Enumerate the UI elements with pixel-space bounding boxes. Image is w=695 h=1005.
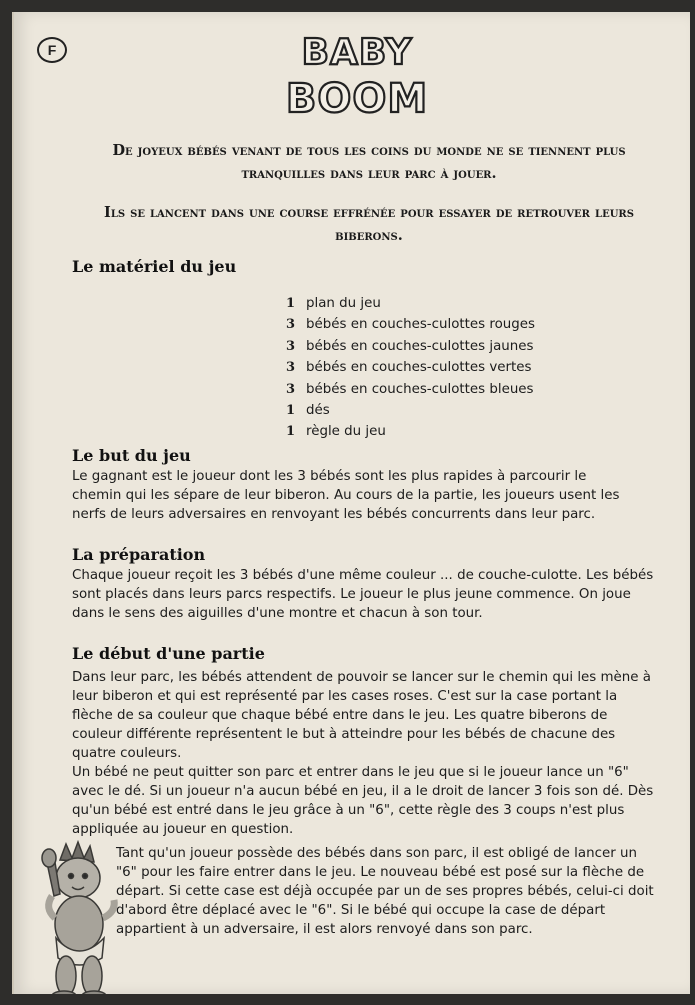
- preparation-text: Chaque joueur reçoit les 3 bébés d'une même couleur ... de couche-culotte. Les bébés sont placés dans leurs parcs respectifs. Le joueur le plus jeune commence. On joue dans le sens des aiguilles d'une montre et chacun à son tour.: [72, 568, 654, 621]
- list-item: [286, 293, 606, 314]
- material-quantity: 1: [286, 424, 296, 440]
- intro-paragraph-1: De joyeux bébés venant de tous les coins du monde ne se tiennent plus tranquilles dans leur parc à jouer.: [112, 142, 626, 182]
- material-quantity: 3: [286, 360, 296, 376]
- material-label: bébés en couches-culottes vertes: [306, 360, 532, 376]
- list-item: [286, 421, 606, 442]
- language-badge: F: [37, 37, 67, 63]
- material-label: bébés en couches-culottes rouges: [306, 317, 535, 333]
- intro-paragraph-2: Ils se lancent dans une course effrénée pour essayer de retrouver leurs biberons.: [104, 204, 634, 244]
- heading-but: Le but du jeu: [72, 446, 191, 465]
- material-label: bébés en couches-culottes bleues: [306, 381, 534, 397]
- material-quantity: 1: [286, 296, 296, 311]
- material-label: plan du jeu: [306, 296, 381, 311]
- baby-illustration: [32, 838, 132, 994]
- material-quantity: 3: [286, 317, 296, 333]
- material-label: règle du jeu: [306, 424, 386, 440]
- material-label: bébés en couches-culottes jaunes: [306, 338, 534, 354]
- materials-list: [286, 293, 606, 443]
- material-quantity: 3: [286, 381, 296, 397]
- list-item: [286, 379, 606, 400]
- list-item: [286, 400, 606, 421]
- rulebook-page: [12, 12, 690, 994]
- but-text: Le gagnant est le joueur dont les 3 bébés sont les plus rapides à parcourir le chemin qui les sépare de leur biberon. Au cours de la partie, les joueurs usent les nerfs de leurs adversaires en renvoyant les bébés concurrents dans leur parc.: [72, 469, 620, 522]
- debut-paragraph-1: Dans leur parc, les bébés attendent de pouvoir se lancer sur le chemin qui les mène à leur biberon et qui est représenté par les cases roses. C'est sur la case portant la flèche de sa couleur que chaque bébé entre dans le jeu. Les quatre biberons de couleur différente représentent le but à atteindre pour les bébés de chacune des quatre couleurs.: [72, 670, 651, 761]
- svg-text:BOOM: BOOM: [285, 76, 429, 122]
- material-quantity: 1: [286, 402, 296, 418]
- heading-materiel: Le matériel du jeu: [72, 257, 237, 276]
- heading-preparation: La préparation: [72, 545, 206, 564]
- list-item: [286, 357, 606, 378]
- material-quantity: 3: [286, 338, 296, 354]
- svg-text:BABY: BABY: [301, 32, 413, 73]
- intro-text: [69, 139, 669, 263]
- list-item: [286, 314, 606, 335]
- debut-paragraph-2: Un bébé ne peut quitter son parc et entrer dans le jeu que si le joueur lance un "6" avec le dé. Si un joueur n'a aucun bébé en jeu, il a le droit de lancer 3 fois son dé. Dès qu'un bébé est entré dans le jeu grâce à un "6", cette règle des 3 coups n'est plus appliquée au joueur en question.: [72, 765, 654, 837]
- debut-paragraph-3: Tant qu'un joueur possède des bébés dans son parc, il est obligé de lancer un "6" pour les faire entrer dans le jeu. Le nouveau bébé est posé sur la flèche de départ. Si cette case est déjà occupée par un de ses propres bébés, celui-ci doit d'abord être déplacé avec le "6". Si le bébé qui occupe la case de départ appartient à un adversaire, il est alors renvoyé dans son parc.: [116, 846, 654, 937]
- baby-boom-logo: [282, 22, 432, 122]
- list-item: [286, 336, 606, 357]
- heading-debut: Le début d'une partie: [72, 644, 265, 663]
- material-label: dés: [306, 402, 330, 418]
